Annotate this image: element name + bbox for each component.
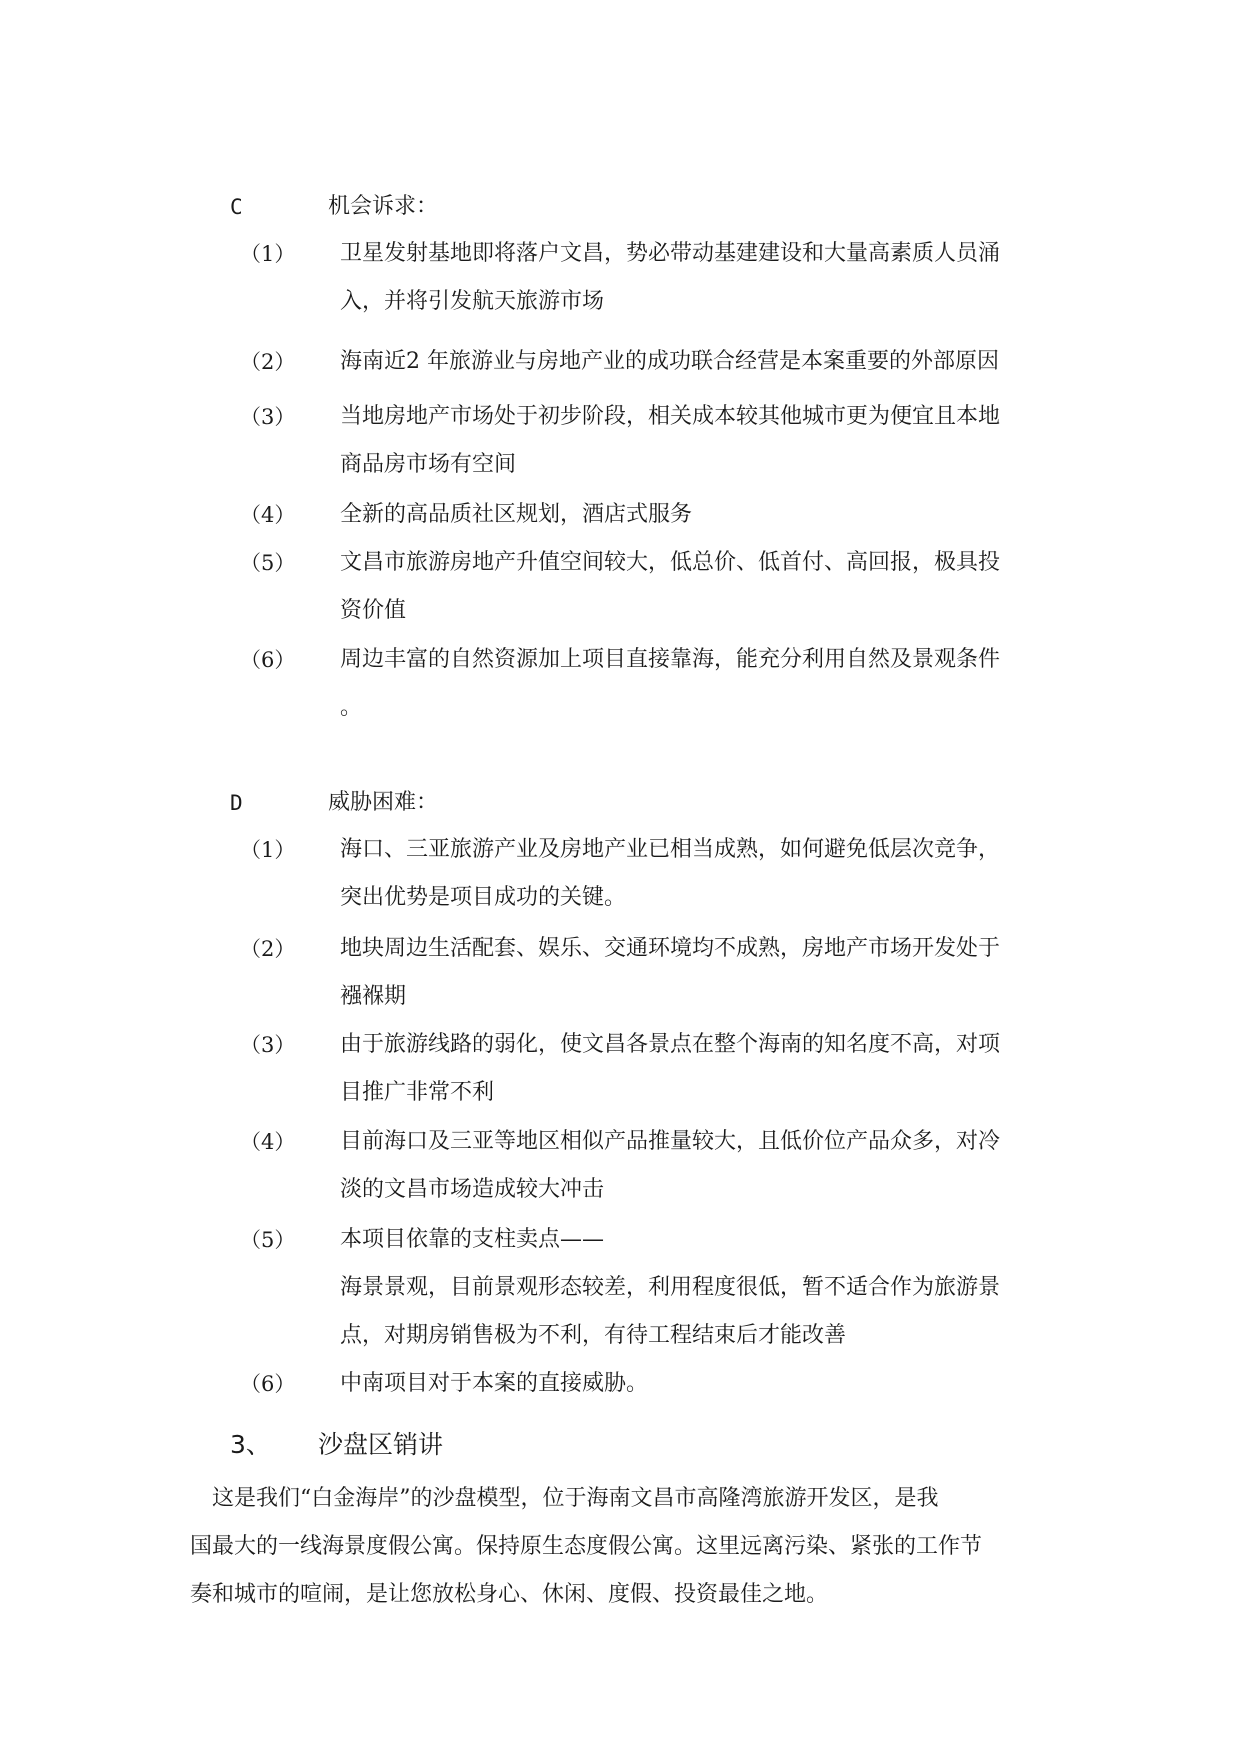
list-item-number: （1） xyxy=(240,838,296,862)
list-item-number: （3） xyxy=(240,405,296,429)
list-item-number: （4） xyxy=(240,503,296,527)
list-item-text: 本项目依靠的支柱卖点—— 海景景观，目前景观形态较差，利用程度很低，暂不适合作为旅游景 点，对期房销售极为不利，有待工程结束后才能改善 xyxy=(340,1227,1001,1348)
list-item-text: 目前海口及三亚等地区相似产品推量较大，且低价位产品众多，对冷 淡的文昌市场造成较大冲击 xyxy=(340,1129,1001,1202)
list-item-text: 中南项目对于本案的直接威胁。 xyxy=(340,1371,649,1396)
list-item-text: 由于旅游线路的弱化，使文昌各景点在整个海南的知名度不高，对项 目推广非常不利 xyxy=(340,1032,1001,1105)
section-3-title: 沙盘区销讲 xyxy=(318,1430,444,1459)
list-item-text: 当地房地产市场处于初步阶段，相关成本较其他城市更为便宜且本地 商品房市场有空间 xyxy=(340,404,1001,477)
body-paragraph: 这是我们“白金海岸”的沙盘模型，位于海南文昌市高隆湾旅游开发区，是我 国最大的一线海景度假公寓。保持原生态度假公寓。这里远离污染、紧张的工作节 奏和城市的喧闹，是让您放松身心、休闲、度假、投资最佳之地。 xyxy=(190,1486,983,1607)
list-item-text: 周边丰富的自然资源加上项目直接靠海，能充分利用自然及景观条件 。 xyxy=(340,647,1001,720)
list-item-number: （6） xyxy=(240,648,296,672)
section-3-number: 3、 xyxy=(230,1430,271,1459)
section-d-title: 威胁困难： xyxy=(328,790,439,815)
list-item-text: 海南近2 年旅游业与房地产业的成功联合经营是本案重要的外部原因 xyxy=(340,349,999,374)
list-item-number: （3） xyxy=(240,1033,296,1057)
list-item-number: （6） xyxy=(240,1372,296,1396)
list-item-number: （5） xyxy=(240,551,296,575)
list-item-number: （2） xyxy=(240,937,296,961)
list-item-number: （5） xyxy=(240,1228,296,1252)
list-item-number: （1） xyxy=(240,242,296,266)
list-item-text: 海口、三亚旅游产业及房地产业已相当成熟，如何避免低层次竞争， 突出优势是项目成功的关键。 xyxy=(340,837,1001,910)
section-c-title: 机会诉求： xyxy=(328,194,439,219)
section-d-letter: D xyxy=(230,791,243,815)
list-item-text: 全新的高品质社区规划，酒店式服务 xyxy=(340,502,693,527)
section-c-letter: C xyxy=(230,195,243,219)
list-item-text: 地块周边生活配套、娱乐、交通环境均不成熟，房地产市场开发处于 襁褓期 xyxy=(340,936,1001,1009)
list-item-number: （2） xyxy=(240,350,296,374)
list-item-text: 文昌市旅游房地产升值空间较大，低总价、低首付、高回报，极具投 资价值 xyxy=(340,550,1001,623)
list-item-text: 卫星发射基地即将落户文昌，势必带动基建建设和大量高素质人员涌 入，并将引发航天旅游市场 xyxy=(340,241,1001,314)
list-item-number: （4） xyxy=(240,1130,296,1154)
